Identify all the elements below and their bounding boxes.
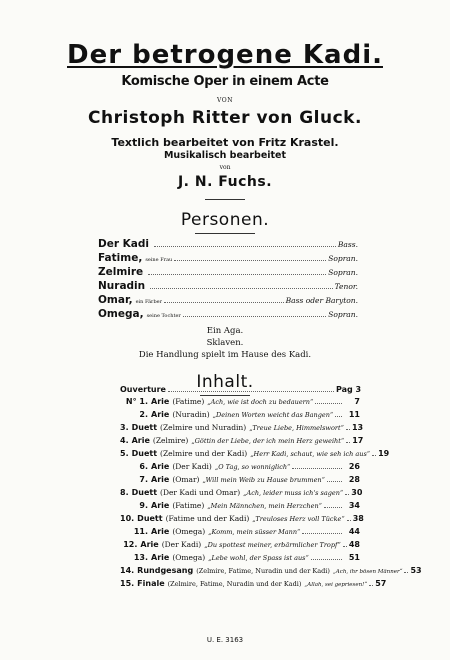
singers: (Der Kadi und Omar) bbox=[160, 488, 241, 497]
dot-leader bbox=[311, 558, 342, 560]
number-label: 2. bbox=[139, 410, 148, 419]
piece-type: Finale bbox=[137, 579, 165, 588]
page-number: 26 bbox=[348, 462, 360, 471]
number-label: 5. bbox=[120, 449, 129, 458]
extra-person-aga: Ein Aga. bbox=[206, 326, 244, 336]
number-label: 8. bbox=[120, 488, 129, 497]
dot-leader bbox=[150, 287, 333, 289]
dot-leader bbox=[174, 259, 326, 261]
piece-type: Duett bbox=[137, 514, 163, 523]
person-voice: Sopran. bbox=[328, 254, 358, 263]
number-label: 13. bbox=[133, 553, 148, 562]
contents-row bbox=[120, 475, 360, 484]
dot-leader bbox=[404, 571, 408, 573]
dot-leader bbox=[164, 301, 284, 303]
person-name: Fatime, bbox=[98, 252, 143, 264]
page-number: 44 bbox=[348, 527, 360, 536]
incipit: „Allah, sei gepriesen!“ bbox=[304, 582, 368, 588]
piece-type: Arie bbox=[131, 436, 150, 445]
page-number: 17 bbox=[352, 436, 364, 445]
person-row bbox=[98, 280, 358, 292]
person-desc: seine Tochter bbox=[146, 313, 181, 319]
incipit: „Mein Männchen, mein Herzchen“ bbox=[207, 502, 322, 510]
dot-leader bbox=[335, 415, 342, 417]
incipit: „Du spottest meiner, erbärmlicher Tropf“ bbox=[204, 541, 341, 549]
incipit: „Göttin der Liebe, der ich mein Herz geweiht“ bbox=[191, 437, 345, 445]
plate-number: U. E. 3163 bbox=[206, 636, 244, 644]
singers: (Der Kadi) bbox=[161, 540, 202, 549]
incipit: „Ach, ihr bösen Männer“ bbox=[332, 569, 403, 575]
person-voice: Sopran. bbox=[328, 268, 358, 277]
composer-name: Christoph Ritter von Gluck. bbox=[88, 108, 362, 128]
number-label: 14. bbox=[120, 566, 135, 575]
incipit: „Treuloses Herz voll Tücke“ bbox=[252, 515, 345, 523]
page-number: 13 bbox=[351, 423, 364, 432]
incipit: „Ach, wie ist doch zu bedauern“ bbox=[207, 398, 314, 406]
incipit: „Komm, mein süsser Mann“ bbox=[208, 528, 301, 536]
number-label: 3. bbox=[120, 423, 129, 432]
page-number: 7 bbox=[354, 397, 360, 406]
dot-leader bbox=[369, 584, 373, 586]
dot-leader bbox=[346, 441, 350, 443]
dot-leader bbox=[292, 467, 342, 469]
setting-note: Die Handlung spielt im Hause des Kadi. bbox=[138, 350, 312, 360]
dot-leader bbox=[154, 245, 336, 247]
person-voice: Bass. bbox=[337, 240, 358, 249]
dot-leader bbox=[302, 532, 342, 534]
page-number: 34 bbox=[348, 501, 360, 510]
singers: (Fatime) bbox=[172, 397, 205, 406]
number-label: 11. bbox=[133, 527, 148, 536]
page-number: 51 bbox=[348, 553, 360, 562]
contents-row bbox=[120, 436, 364, 445]
number-label: 4. bbox=[120, 436, 129, 445]
persons-heading: Personen. bbox=[180, 210, 270, 230]
dot-leader bbox=[183, 315, 326, 317]
dot-leader bbox=[346, 428, 350, 430]
separator-rule bbox=[205, 199, 245, 200]
singers: (Der Kadi) bbox=[172, 462, 212, 471]
piece-type: Arie bbox=[151, 462, 170, 471]
overture-page: Pag 3 bbox=[336, 385, 362, 394]
extra-person-slaves: Sklaven. bbox=[206, 338, 244, 348]
heading-underline bbox=[200, 395, 250, 396]
singers: (Zelmire, Fatime, Nuradin und der Kadi) bbox=[196, 567, 330, 575]
singers: (Fatime) bbox=[172, 501, 205, 510]
contents-row bbox=[120, 540, 360, 549]
contents-row bbox=[120, 501, 360, 510]
opera-subtitle: Komische Oper in einem Acte bbox=[121, 74, 329, 89]
contents-row bbox=[120, 514, 364, 523]
person-name: Omega, bbox=[98, 308, 144, 320]
piece-type: Duett bbox=[131, 423, 158, 432]
person-row bbox=[98, 294, 358, 306]
piece-type: Arie bbox=[151, 410, 170, 419]
overture-row bbox=[120, 385, 360, 394]
von-label: VON bbox=[217, 97, 233, 104]
person-voice: Tenor. bbox=[334, 282, 358, 291]
singers: (Zelmire) bbox=[152, 436, 189, 445]
contents-row bbox=[120, 423, 364, 432]
incipit: „Deinen Worten weicht das Bangen“ bbox=[212, 411, 334, 419]
singers: (Zelmire, Fatime, Nuradin und der Kadi) bbox=[167, 580, 302, 588]
page-number: 57 bbox=[375, 579, 387, 588]
page-number: 19 bbox=[378, 449, 390, 458]
piece-type: Arie bbox=[151, 397, 170, 406]
dot-leader bbox=[327, 480, 342, 482]
page-number: 38 bbox=[352, 514, 364, 523]
piece-type: Arie bbox=[151, 475, 170, 484]
person-row bbox=[98, 266, 358, 278]
person-voice: Bass oder Baryton. bbox=[285, 296, 358, 305]
number-label: 10. bbox=[120, 514, 135, 523]
contents-row bbox=[120, 410, 360, 419]
von-label-2: von bbox=[219, 164, 231, 171]
singers: (Omega) bbox=[172, 527, 206, 536]
dot-leader bbox=[347, 519, 351, 521]
number-label: 9. bbox=[139, 501, 148, 510]
number-label: 7. bbox=[139, 475, 148, 484]
contents-heading: Inhalt. bbox=[196, 372, 254, 392]
dot-leader bbox=[324, 506, 342, 508]
contents-row bbox=[120, 488, 363, 497]
number-label: N° 1. bbox=[125, 397, 148, 406]
person-desc: seine Frau bbox=[145, 257, 173, 263]
contents-row bbox=[120, 566, 422, 575]
piece-type: Arie bbox=[151, 501, 170, 510]
dot-leader bbox=[148, 273, 326, 275]
incipit: „Lebe wohl, der Spass ist aus“ bbox=[208, 554, 309, 562]
arranger-name: J. N. Fuchs. bbox=[177, 174, 273, 190]
page-number: 53 bbox=[410, 566, 422, 575]
incipit: „Herr Kadi, schaut, wie seh ich aus“ bbox=[250, 450, 371, 458]
dot-leader bbox=[343, 545, 347, 547]
piece-type: Duett bbox=[131, 488, 158, 497]
contents-row bbox=[120, 527, 360, 536]
number-label: 12. bbox=[123, 540, 138, 549]
person-name: Der Kadi bbox=[98, 238, 150, 250]
opera-title: Der betrogene Kadi. bbox=[67, 40, 383, 70]
dot-leader bbox=[372, 454, 376, 456]
dot-leader bbox=[345, 493, 349, 495]
person-name: Nuradin bbox=[98, 280, 146, 292]
singers: (Nuradin) bbox=[172, 410, 210, 419]
person-desc: ein Färber bbox=[135, 299, 162, 305]
singers: (Zelmire und Nuradin) bbox=[160, 423, 247, 432]
page-number: 28 bbox=[348, 475, 360, 484]
piece-type: Arie bbox=[140, 540, 159, 549]
contents-row bbox=[120, 397, 360, 406]
piece-type: Arie bbox=[151, 527, 170, 536]
text-arranger-line: Textlich bearbeitet von Fritz Krastel. bbox=[111, 136, 339, 149]
incipit: „O Tag, so wonniglich“ bbox=[214, 463, 291, 471]
singers: (Zelmire und der Kadi) bbox=[160, 449, 248, 458]
piece-type: Arie bbox=[151, 553, 170, 562]
singers: (Omar) bbox=[172, 475, 200, 484]
singers: (Fatime und der Kadi) bbox=[165, 514, 250, 523]
singers: (Omega) bbox=[172, 553, 206, 562]
dot-leader bbox=[315, 402, 342, 404]
piece-type: Rundgesang bbox=[137, 566, 194, 575]
piece-type: Duett bbox=[131, 449, 158, 458]
contents-row bbox=[120, 553, 360, 562]
number-label: 15. bbox=[120, 579, 135, 588]
number-label: 6. bbox=[139, 462, 148, 471]
contents-row bbox=[120, 462, 360, 471]
contents-row bbox=[120, 579, 387, 588]
person-row bbox=[98, 308, 358, 320]
music-arranger-line: Musikalisch bearbeitet bbox=[163, 150, 287, 161]
page-number: 30 bbox=[351, 488, 363, 497]
incipit: „Ach, leider muss ich's sagen“ bbox=[243, 489, 344, 497]
person-row bbox=[98, 238, 358, 250]
person-voice: Sopran. bbox=[328, 310, 358, 319]
person-name: Omar, bbox=[98, 294, 133, 306]
person-row bbox=[98, 252, 358, 264]
page-number: 48 bbox=[348, 540, 360, 549]
incipit: „Treue Liebe, Himmelswort“ bbox=[249, 424, 344, 432]
person-name: Zelmire bbox=[98, 266, 144, 278]
contents-row bbox=[120, 449, 390, 458]
heading-underline bbox=[195, 233, 255, 234]
incipit: „Will mein Weib zu Hause brummen“ bbox=[202, 476, 325, 484]
page-number: 11 bbox=[348, 410, 360, 419]
dot-leader bbox=[168, 390, 334, 392]
overture-label: Ouverture bbox=[120, 385, 166, 394]
